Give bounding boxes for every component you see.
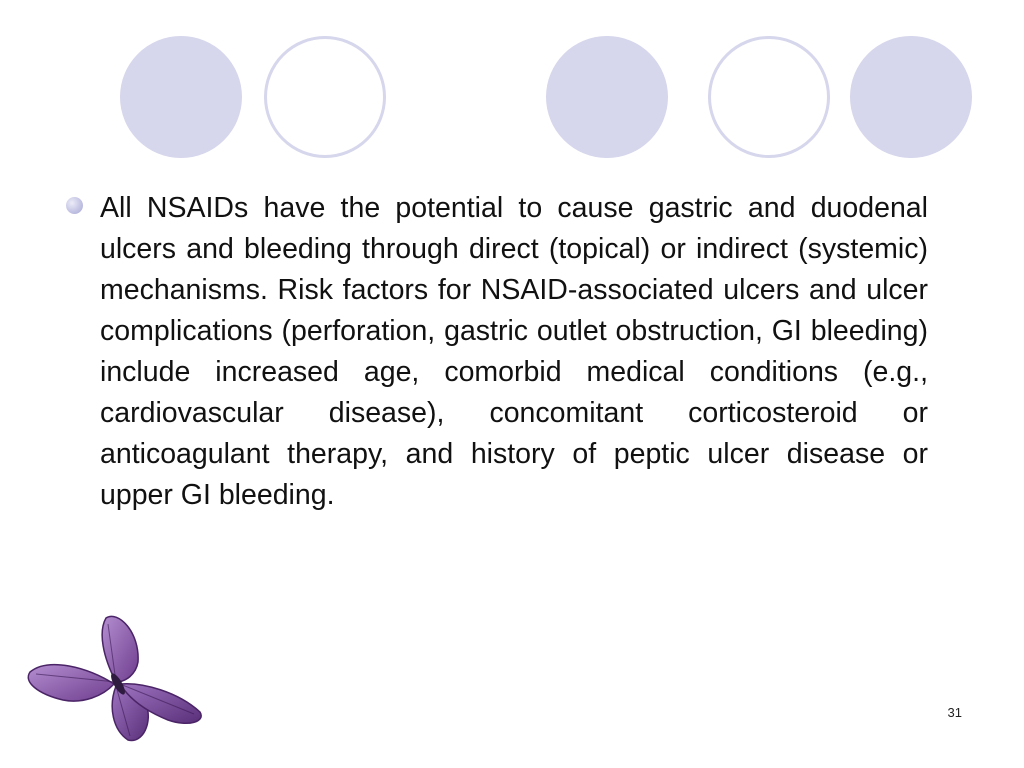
- decor-circle-outline: [708, 36, 830, 158]
- slide-body: [62, 188, 928, 516]
- bullet-dot-icon: [66, 197, 83, 214]
- slide-number: 31: [947, 705, 962, 720]
- decor-circle-filled: [546, 36, 668, 158]
- bullet-text: All NSAIDs have the potential to cause gastric and duodenal ulcers and bleeding through direct (topical) or indirect (systemic) mechanisms. Risk factors for NSAID-associated ulcers and ulcer complications (perforation, gastric outlet obstruction, GI bleeding) include increased age, comorbid medical conditions (e.g., cardiovascular disease), concomitant corticosteroid or anticoagulant therapy, and history of peptic ulcer disease or upper GI bleeding.: [100, 192, 928, 511]
- butterfly-icon: [18, 612, 218, 747]
- decor-circle-filled: [120, 36, 242, 158]
- decor-circle-outline: [264, 36, 386, 158]
- bullet-item: [62, 188, 928, 516]
- decor-circle-filled: [850, 36, 972, 158]
